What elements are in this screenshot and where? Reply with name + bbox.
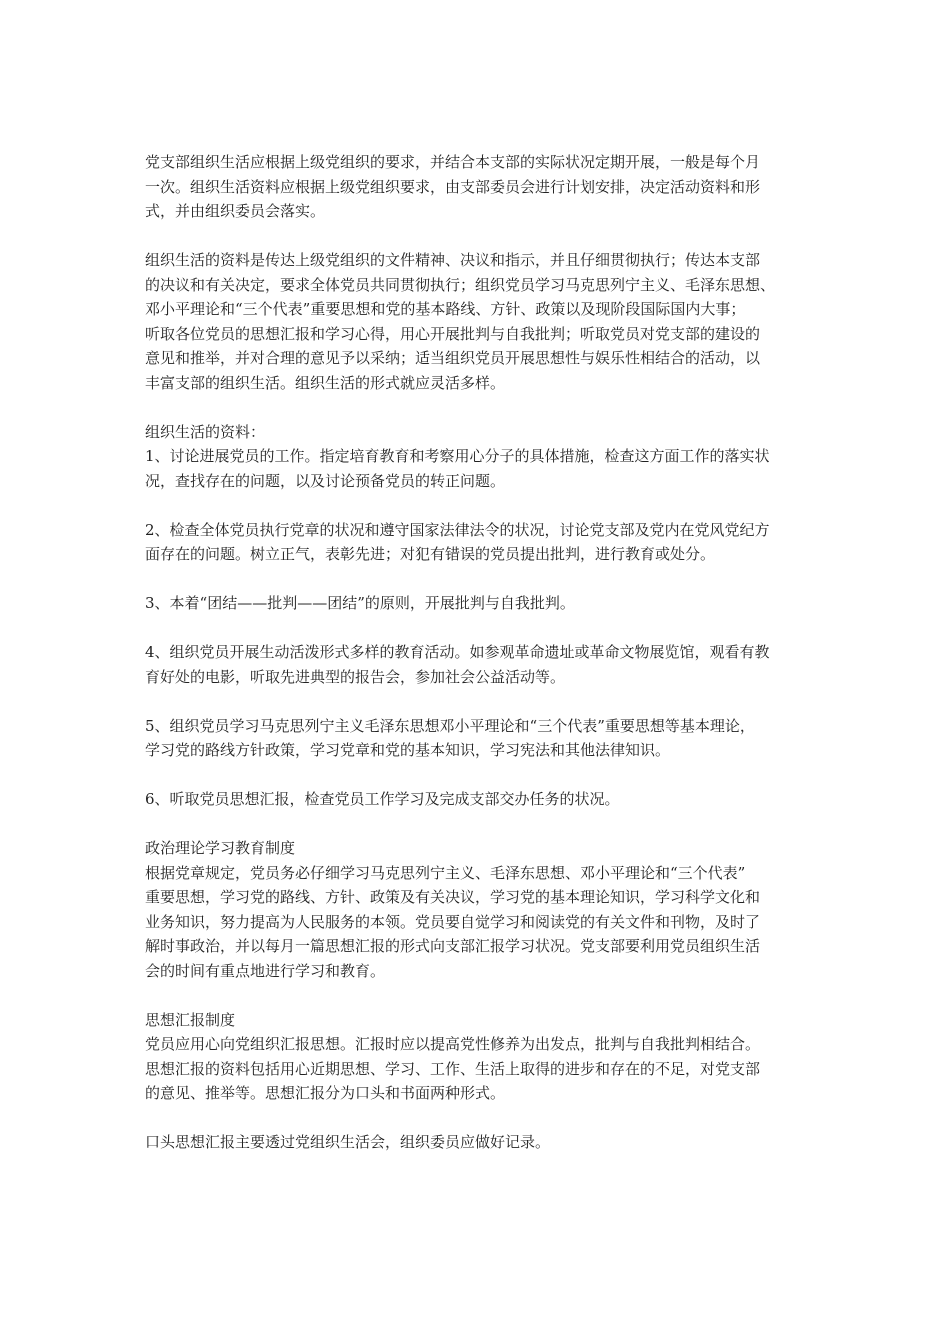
document-body <box>145 150 810 1179</box>
paragraph <box>145 518 810 567</box>
text-line: 5、组织党员学习马克思列宁主义毛泽东思想邓小平理论和“三个代表”重要思想等基本理论， <box>145 716 755 735</box>
paragraph <box>145 787 810 812</box>
text-line: 根据党章规定，党员务必仔细学习马克思列宁主义、毛泽东思想、邓小平理论和“三个代表” <box>145 863 746 882</box>
text-line: 式，并由组织委员会落实。 <box>145 202 326 220</box>
text-line: 况，查找存在的问题，以及讨论预备党员的转正问题。 <box>145 471 506 490</box>
text-line: 口头思想汇报主要透过党组织生活会，组织委员应做好记录。 <box>145 1133 551 1151</box>
text-line: 学习党的路线方针政策，学习党章和党的基本知识，学习宪法和其他法律知识。 <box>145 741 671 759</box>
text-line: 意见和推举，并对合理的意见予以采纳；适当组织党员开展思想性与娱乐性相结合的活动，以 <box>145 349 761 367</box>
text-line: 面存在的问题。树立正气，表彰先进；对犯有错误的党员提出批判，进行教育或处分。 <box>145 545 716 563</box>
paragraph <box>145 420 810 494</box>
text-line: 会的时间有重点地进行学习和教育。 <box>145 961 386 980</box>
paragraph <box>145 1008 810 1106</box>
text-line: 政治理论学习教育制度 <box>145 839 296 857</box>
text-line: 丰富支部的组织生活。组织生活的形式就应灵活多样。 <box>145 373 506 392</box>
text-line: 重要思想，学习党的路线、方针、政策及有关决议，学习党的基本理论知识，学习科学文化和 <box>145 888 761 906</box>
text-line: 听取各位党员的思想汇报和学习心得，用心开展批判与自我批判；听取党员对党支部的建设的 <box>145 324 761 343</box>
text-line: 党支部组织生活应根据上级党组织的要求，并结合本支部的实际状况定期开展，一般是每个月 <box>145 153 761 171</box>
text-line: 业务知识，努力提高为人民服务的本领。党员要自觉学习和阅读党的有关文件和刊物，及时了 <box>145 912 761 931</box>
text-line: 育好处的电影，听取先进典型的报告会，参加社会公益活动等。 <box>145 667 566 686</box>
text-line: 邓小平理论和“三个代表”重要思想和党的基本路线、方针、政策以及现阶段国际国内大事； <box>145 300 746 318</box>
text-line: 组织生活的资料是传达上级党组织的文件精神、决议和指示，并且仔细贯彻执行；传达本支部 <box>145 251 761 269</box>
text-line: 4、组织党员开展生动活泼形式多样的教育活动。如参观革命遗址或革命文物展览馆，观看有教 <box>145 643 770 661</box>
text-line: 6、听取党员思想汇报，检查党员工作学习及完成支部交办任务的状况。 <box>145 790 620 808</box>
text-line: 3、本着“团结——批判——团结”的原则，开展批判与自我批判。 <box>145 594 575 612</box>
text-line: 2、检查全体党员执行党章的状况和遵守国家法律法令的状况，讨论党支部及党内在党风党纪方 <box>145 520 770 539</box>
paragraph <box>145 591 810 616</box>
paragraph <box>145 836 810 983</box>
text-line: 思想汇报制度 <box>145 1010 236 1029</box>
text-line: 解时事政治，并以每月一篇思想汇报的形式向支部汇报学习状况。党支部要利用党员组织生活 <box>145 937 761 955</box>
paragraph <box>145 150 810 224</box>
text-line: 一次。组织生活资料应根据上级党组织要求，由支部委员会进行计划安排，决定活动资料和形 <box>145 177 761 196</box>
text-line: 思想汇报的资料包括用心近期思想、学习、工作、生活上取得的进步和存在的不足，对党支部 <box>145 1059 761 1078</box>
text-line: 1、讨论进展党员的工作。指定培育教育和考察用心分子的具体措施，检查这方面工作的落实状 <box>145 447 770 465</box>
text-line: 的决议和有关决定，要求全体党员共同贯彻执行；组织党员学习马克思列宁主义、毛泽东思想、 <box>145 275 776 294</box>
paragraph <box>145 714 810 763</box>
text-line: 的意见、推举等。思想汇报分为口头和书面两种形式。 <box>145 1084 506 1102</box>
paragraph <box>145 1130 810 1155</box>
paragraph <box>145 640 810 689</box>
paragraph <box>145 248 810 395</box>
text-line: 党员应用心向党组织汇报思想。汇报时应以提高党性修养为出发点，批判与自我批判相结合。 <box>145 1035 761 1053</box>
text-line: 组织生活的资料： <box>145 422 266 441</box>
